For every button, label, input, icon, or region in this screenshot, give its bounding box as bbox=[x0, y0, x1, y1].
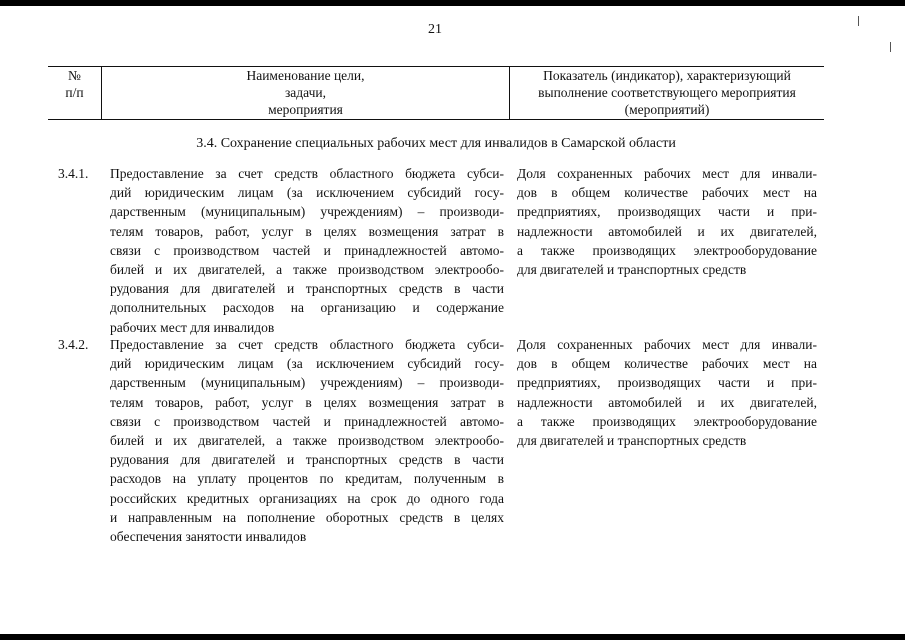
header-cell-name bbox=[102, 67, 510, 119]
section-title: 3.4. Сохранение специальных рабочих мест для инвалидов в Самарской области bbox=[196, 136, 676, 151]
indicator-line: для двигателей и транспортных средств bbox=[517, 432, 747, 448]
row-description bbox=[110, 164, 504, 337]
indicator-line: предприятиях, производящих части и при- bbox=[517, 204, 817, 220]
description-line: дополнительных расходов на организацию и содержание bbox=[110, 300, 504, 316]
indicator-line: надлежности автомобилей и их двигателей, bbox=[517, 394, 817, 410]
indicator-line: для двигателей и транспортных средств bbox=[517, 261, 747, 277]
row-indicator bbox=[517, 164, 817, 279]
description-line: рабочих мест для инвалидов bbox=[110, 319, 275, 335]
description-line: билей и их двигателей, а также производством электрообо- bbox=[110, 261, 504, 277]
description-line: связи с производством частей и принадлежностей автомо- bbox=[110, 413, 504, 429]
indicator-line: надлежности автомобилей и их двигателей, bbox=[517, 223, 817, 239]
description-line: дарственным (муниципальным) учреждениям) – производи- bbox=[110, 375, 504, 391]
indicator-line: а также производящих электрооборудование bbox=[517, 413, 817, 429]
indicator-line: предприятиях, производящих части и при- bbox=[517, 375, 817, 391]
table-header bbox=[48, 66, 824, 120]
header-text: задачи, bbox=[284, 85, 327, 100]
description-line: рудования для двигателей и транспортных средств в части bbox=[110, 452, 504, 468]
indicator-line: Доля сохраненных рабочих мест для инвали- bbox=[517, 337, 817, 352]
row-indicator bbox=[517, 335, 817, 450]
scan-edge-bottom bbox=[0, 634, 905, 640]
page-number: 21 bbox=[428, 22, 442, 37]
description-line: Предоставление за счет средств областного бюджета субси- bbox=[110, 166, 504, 181]
description-line: связи с производством частей и принадлежностей автомо- bbox=[110, 242, 504, 258]
description-line: и направленным на пополнение оборотных средств в целях bbox=[110, 509, 504, 525]
description-line: телям товаров, работ, услуг в целях возмещения затрат в bbox=[110, 223, 504, 239]
indicator-line: дов в общем количестве рабочих мест на bbox=[517, 185, 817, 201]
description-line: Предоставление за счет средств областного бюджета субси- bbox=[110, 337, 504, 352]
header-text: № bbox=[68, 68, 81, 83]
header-cell-indicator bbox=[510, 67, 824, 119]
indicator-line: Доля сохраненных рабочих мест для инвали- bbox=[517, 166, 817, 181]
indicator-line: а также производящих электрооборудование bbox=[517, 242, 817, 258]
header-text: (мероприятий) bbox=[624, 102, 710, 117]
header-text: п/п bbox=[65, 85, 84, 100]
header-text: мероприятия bbox=[268, 102, 343, 117]
description-line: расходов на уплату процентов по кредитам, полученным в bbox=[110, 471, 504, 487]
description-line: дарственным (муниципальным) учреждениям) – производи- bbox=[110, 204, 504, 220]
description-line: обеспечения занятости инвалидов bbox=[110, 528, 307, 544]
row-number: 3.4.2. bbox=[58, 337, 89, 352]
header-cell-number bbox=[48, 67, 102, 119]
indicator-line: дов в общем количестве рабочих мест на bbox=[517, 356, 817, 372]
row-number: 3.4.1. bbox=[58, 166, 89, 181]
description-line: дий юридическим лицам (за исключением субсидий госу- bbox=[110, 356, 504, 372]
description-line: российских кредитных организациях на срок до одного года bbox=[110, 490, 504, 506]
description-line: рудования для двигателей и транспортных средств в части bbox=[110, 281, 504, 297]
scan-artifact-mark bbox=[890, 42, 891, 52]
row-description bbox=[110, 335, 504, 546]
description-line: дий юридическим лицам (за исключением субсидий госу- bbox=[110, 185, 504, 201]
header-text: Показатель (индикатор), характеризующий bbox=[543, 68, 791, 83]
scan-edge-top bbox=[0, 0, 905, 6]
description-line: телям товаров, работ, услуг в целях возмещения затрат в bbox=[110, 394, 504, 410]
header-text: выполнение соответствующего мероприятия bbox=[538, 85, 796, 100]
header-text: Наименование цели, bbox=[246, 68, 365, 83]
description-line: билей и их двигателей, а также производством электрообо- bbox=[110, 432, 504, 448]
